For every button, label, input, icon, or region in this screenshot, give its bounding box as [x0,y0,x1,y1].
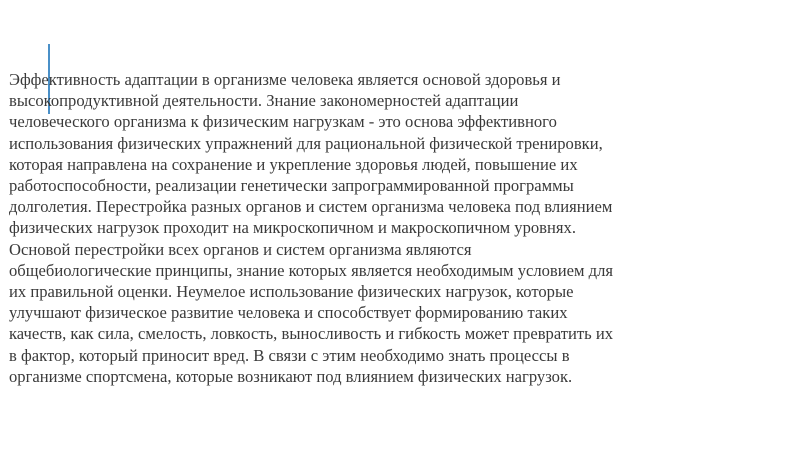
paragraph-line: качеств, как сила, смелость, ловкость, выносливость и гибкость может превратить их [9,324,614,344]
paragraph-line: в фактор, который приносит вред. В связи с этим необходимо знать процессы в [9,345,570,365]
paragraph-line: которая направлена на сохранение и укрепление здоровья людей, повышение их [9,154,578,174]
body-paragraph [9,69,800,387]
paragraph-line: Основой перестройки всех органов и систем организма являются [9,239,472,259]
paragraph-line: работоспособности, реализации генетически запрограммированной программы [9,176,574,196]
paragraph-line: использования физических упражнений для рациональной физической тренировки, [9,133,603,153]
paragraph-line: их правильной оценки. Неумелое использование физических нагрузок, которые [9,282,574,302]
paragraph-line: организме спортсмена, которые возникают под влиянием физических нагрузок. [9,366,573,386]
paragraph-line: высокопродуктивной деятельности. Знание закономерностей адаптации [9,91,519,111]
paragraph-line: Эффективность адаптации в организме человека является основой здоровья и [9,70,561,89]
paragraph-line: улучшают физическое развитие человека и способствует формированию таких [9,303,568,323]
paragraph-line: физических нагрузок проходит на микроскопичном и макроскопичном уровнях. [9,218,576,238]
paragraph-line: общебиологические принципы, знание которых является необходимым условием для [9,260,614,280]
paragraph-line: человеческого организма к физическим нагрузкам - это основа эффективного [9,112,557,132]
paragraph-line: долголетия. Перестройка разных органов и систем организма человека под влиянием [9,197,613,217]
